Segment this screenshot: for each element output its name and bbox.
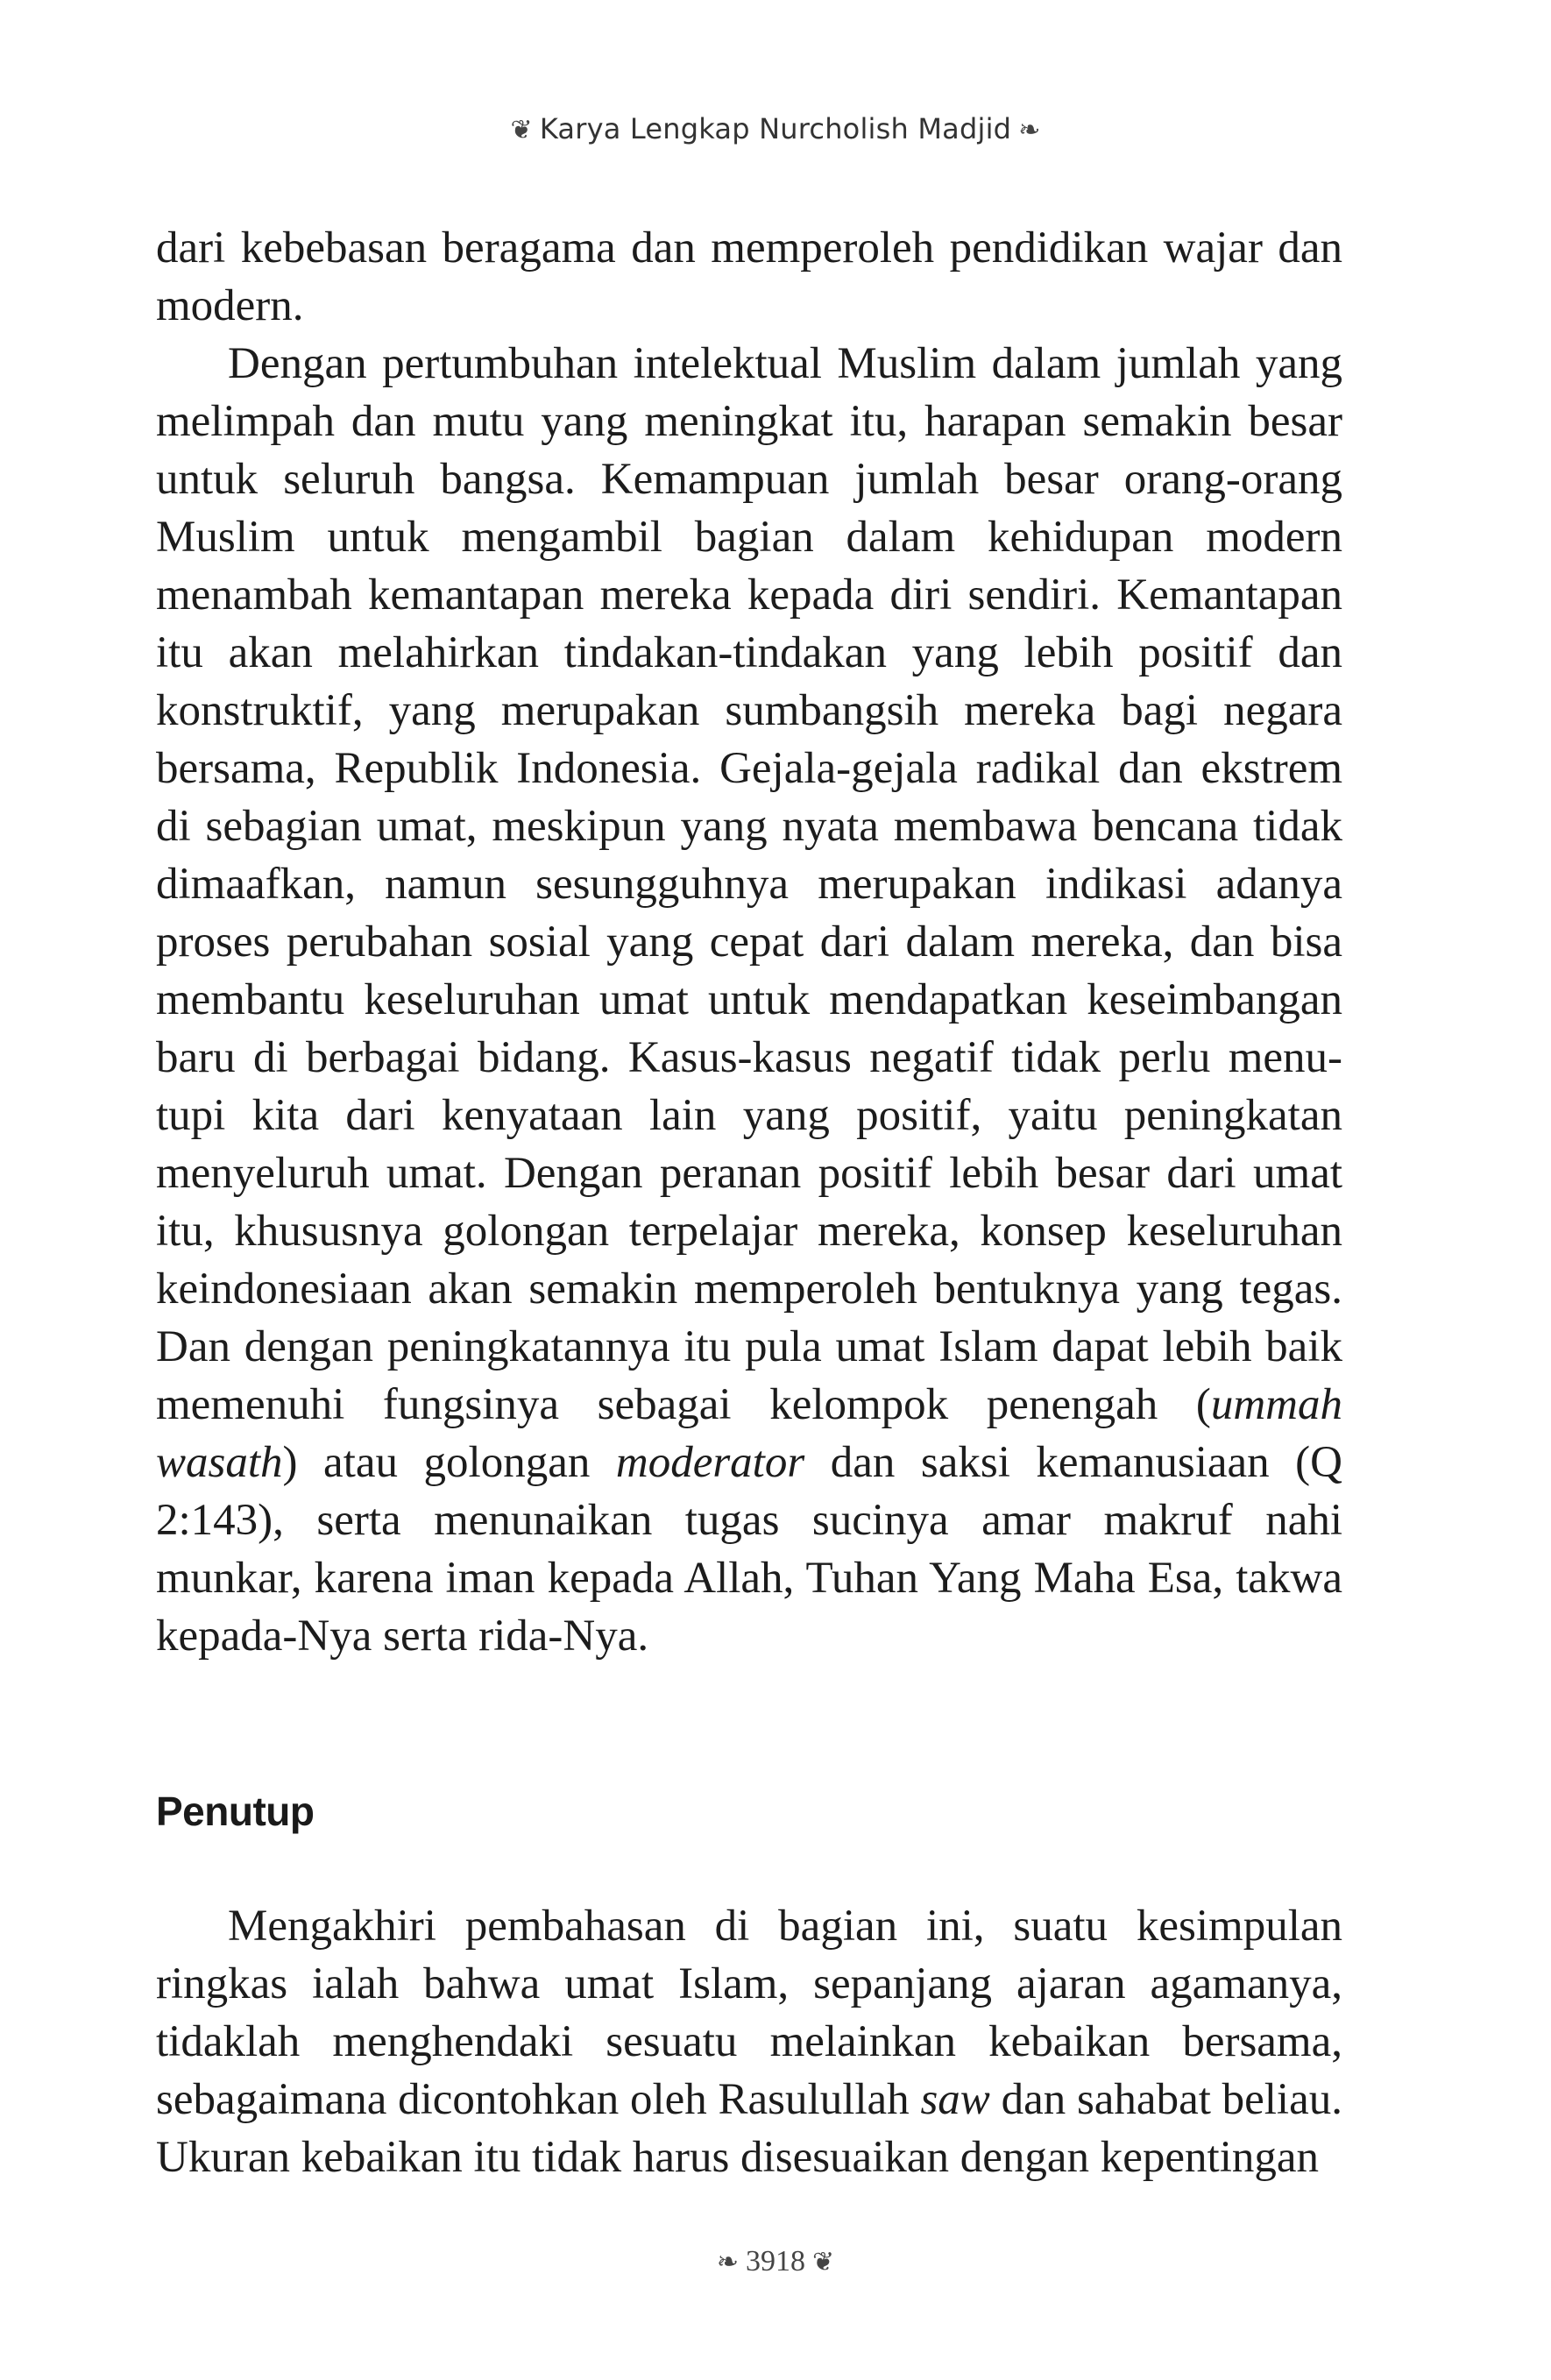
italic-term-moderator: moderator xyxy=(615,1438,805,1487)
italic-term-ummah-wasath: ummah wasath xyxy=(156,1380,1342,1487)
paragraph-continuation: dari kebebasan beragama dan memperoleh pendidikan wajar dan modern. xyxy=(156,223,1342,330)
running-header xyxy=(0,112,1551,145)
text-run: Mengakhiri pembahasan di bagian ini, suatu kesimpulan ringkas ialah bahwa umat Islam, sepanjang ajaran agamanya, tidaklah menghendaki sesuatu melainkan kebaikan bersama, sebagaimana dicontohkan oleh Rasulullah xyxy=(156,1902,1342,2124)
book-title: Karya Lengkap Nurcholish Madjid xyxy=(539,112,1012,145)
ornament-right-icon: ❦ xyxy=(812,2247,835,2277)
text-run: dan saksi kemanusiaan (Q 2:143), serta menunaikan tugas sucinya amar makruf nahi munkar, karena iman kepada Allah, Tuhan Yang Maha Esa, takwa kepada-Nya serta rida-Nya. xyxy=(156,1438,1342,1661)
paragraph-conclusion xyxy=(156,1897,1342,2186)
text-run: dan sahabat beliau. Ukuran kebaikan itu tidak harus disesuaikan dengan kepentingan xyxy=(156,2075,1342,2182)
italic-term-saw: saw xyxy=(920,2075,990,2124)
paragraph-growth-of-intellectuals xyxy=(156,335,1342,1665)
page-number: 3918 xyxy=(746,2245,805,2277)
text-run: ) atau golongan xyxy=(282,1438,616,1487)
ornament-left-icon: ❦ xyxy=(510,115,533,145)
page-body xyxy=(156,219,1342,2186)
section-heading: Penutup xyxy=(156,1789,315,1834)
text-run: Dengan pertumbuhan intelektual Muslim dalam jumlah yang melimpah dan mutu yang meningkat itu, harapan semakin besar untuk seluruh bangsa. Kemampuan jumlah besar orang-orang Muslim untuk mengambil bagian dalam kehidupan modern menambah kemantapan mereka kepada diri sendiri. Kemantapan itu akan melahirkan tindakan-tindakan yang lebih positif dan konstruktif, yang merupakan sumbangsih mereka bagi negara bersama, Republik Indonesia. Gejala-gejala radikal dan ekstrem di sebagian umat, meskipun yang nyata membawa bencana tidak dimaafkan, namun sesungguhnya merupakan indikasi adanya proses perubahan sosial yang cepat dari dalam mereka, dan bisa membantu keseluruhan umat untuk mendapatkan keseimbangan baru di berbagai bidang. Kasus-kasus negatif tidak perlu menutupi kita dari kenyataan lain yang positif, yaitu peningkatan menyeluruh umat. Dengan peranan positif lebih besar dari umat itu, khususnya golongan terpelajar mereka, konsep keseluruhan keindonesiaan akan semakin memperoleh bentuknya yang tegas. Dan dengan peningkatannya itu pula umat Islam dapat lebih baik memenuhi fungsinya sebagai kelompok penengah ( xyxy=(156,339,1342,1429)
page-footer xyxy=(0,2245,1551,2278)
ornament-right-icon: ❧ xyxy=(1018,115,1041,145)
ornament-left-icon: ❧ xyxy=(716,2247,739,2277)
